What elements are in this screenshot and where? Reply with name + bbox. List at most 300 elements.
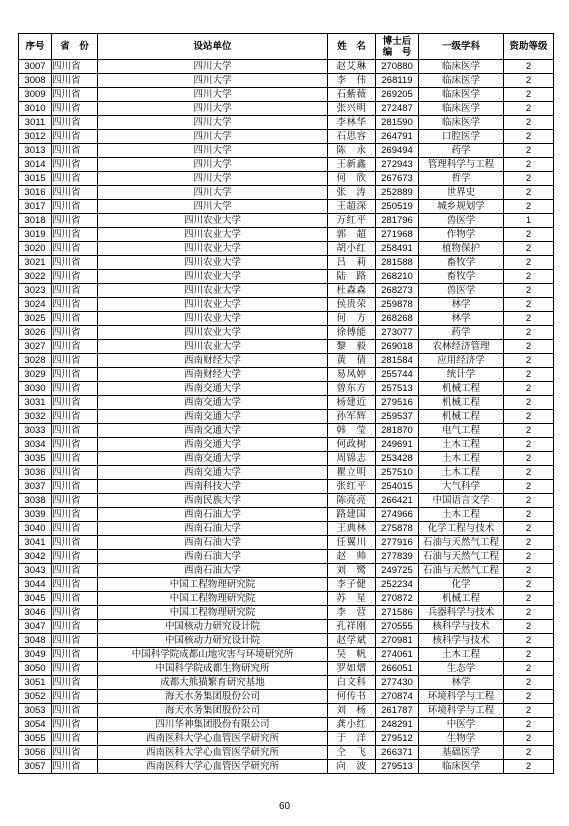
cell-province: 四川省 — [52, 704, 98, 718]
cell-province: 四川省 — [52, 480, 98, 494]
cell-name: 石紫薇 — [328, 88, 376, 102]
cell-funding-level: 2 — [504, 158, 554, 172]
cell-discipline: 药学 — [419, 144, 504, 158]
cell-host-unit: 四川农业大学 — [98, 256, 328, 270]
cell-serial-number: 3007 — [19, 60, 52, 74]
cell-discipline: 临床医学 — [419, 102, 504, 116]
cell-postdoc-number: 272943 — [376, 158, 419, 172]
cell-postdoc-number: 268268 — [376, 312, 419, 326]
table-row — [19, 480, 554, 494]
cell-discipline: 畜牧学 — [419, 256, 504, 270]
cell-host-unit: 海天水务集团股份公司 — [98, 704, 328, 718]
cell-name: 孙军辉 — [328, 410, 376, 424]
cell-serial-number: 3031 — [19, 396, 52, 410]
cell-province: 四川省 — [52, 200, 98, 214]
cell-name: 赵学斌 — [328, 634, 376, 648]
cell-funding-level: 2 — [504, 340, 554, 354]
table-row — [19, 592, 554, 606]
cell-name: 张兴明 — [328, 102, 376, 116]
cell-discipline: 兽医学 — [419, 284, 504, 298]
table-row — [19, 298, 554, 312]
cell-name: 杜森森 — [328, 284, 376, 298]
cell-funding-level: 2 — [504, 60, 554, 74]
cell-postdoc-number: 269205 — [376, 88, 419, 102]
cell-serial-number: 3042 — [19, 550, 52, 564]
cell-name: 于 洋 — [328, 732, 376, 746]
cell-host-unit: 中国工程物理研究院 — [98, 606, 328, 620]
cell-name: 李 营 — [328, 606, 376, 620]
cell-postdoc-number: 254015 — [376, 480, 419, 494]
table-row — [19, 214, 554, 228]
table-row — [19, 564, 554, 578]
cell-serial-number: 3057 — [19, 760, 52, 774]
cell-host-unit: 四川农业大学 — [98, 312, 328, 326]
cell-serial-number: 3010 — [19, 102, 52, 116]
cell-province: 四川省 — [52, 172, 98, 186]
cell-postdoc-number: 250519 — [376, 200, 419, 214]
cell-province: 四川省 — [52, 690, 98, 704]
cell-postdoc-number: 259878 — [376, 298, 419, 312]
cell-name: 龚小红 — [328, 718, 376, 732]
cell-funding-level: 2 — [504, 690, 554, 704]
cell-name: 张红平 — [328, 480, 376, 494]
cell-postdoc-number: 268210 — [376, 270, 419, 284]
cell-province: 四川省 — [52, 186, 98, 200]
cell-discipline: 植物保护 — [419, 242, 504, 256]
cell-funding-level: 2 — [504, 116, 554, 130]
cell-postdoc-number: 275878 — [376, 522, 419, 536]
table-row — [19, 242, 554, 256]
cell-funding-level: 2 — [504, 494, 554, 508]
table-row — [19, 326, 554, 340]
cell-host-unit: 四川农业大学 — [98, 270, 328, 284]
cell-discipline: 环境科学与工程 — [419, 690, 504, 704]
cell-postdoc-number: 270880 — [376, 60, 419, 74]
header-discipline: 一级学科 — [419, 34, 504, 60]
cell-name: 刘 杨 — [328, 704, 376, 718]
cell-host-unit: 西南交通大学 — [98, 438, 328, 452]
cell-funding-level: 2 — [504, 592, 554, 606]
cell-funding-level: 2 — [504, 102, 554, 116]
cell-discipline: 林学 — [419, 312, 504, 326]
table-row — [19, 354, 554, 368]
cell-discipline: 临床医学 — [419, 74, 504, 88]
table-row — [19, 536, 554, 550]
table-row — [19, 396, 554, 410]
cell-serial-number: 3009 — [19, 88, 52, 102]
cell-funding-level: 2 — [504, 508, 554, 522]
cell-discipline: 核科学与技术 — [419, 634, 504, 648]
cell-discipline: 作物学 — [419, 228, 504, 242]
cell-serial-number: 3048 — [19, 634, 52, 648]
cell-serial-number: 3035 — [19, 452, 52, 466]
cell-province: 四川省 — [52, 676, 98, 690]
cell-name: 郭 超 — [328, 228, 376, 242]
table-row — [19, 340, 554, 354]
table-row — [19, 172, 554, 186]
cell-province: 四川省 — [52, 116, 98, 130]
table-row — [19, 60, 554, 74]
cell-postdoc-number: 267673 — [376, 172, 419, 186]
cell-province: 四川省 — [52, 620, 98, 634]
cell-host-unit: 中国工程物理研究院 — [98, 592, 328, 606]
cell-discipline: 农林经济管理 — [419, 340, 504, 354]
cell-funding-level: 2 — [504, 228, 554, 242]
table-row — [19, 732, 554, 746]
cell-postdoc-number: 252889 — [376, 186, 419, 200]
cell-host-unit: 西南石油大学 — [98, 564, 328, 578]
cell-postdoc-number: 277916 — [376, 536, 419, 550]
cell-province: 四川省 — [52, 326, 98, 340]
table-row — [19, 102, 554, 116]
cell-postdoc-number: 281870 — [376, 424, 419, 438]
cell-postdoc-number: 274061 — [376, 648, 419, 662]
cell-host-unit: 四川大学 — [98, 144, 328, 158]
cell-serial-number: 3021 — [19, 256, 52, 270]
cell-host-unit: 西南交通大学 — [98, 452, 328, 466]
cell-province: 四川省 — [52, 550, 98, 564]
cell-funding-level: 2 — [504, 242, 554, 256]
cell-host-unit: 西南医科大学心血管医学研究所 — [98, 760, 328, 774]
cell-discipline: 机械工程 — [419, 410, 504, 424]
header-province: 省 份 — [52, 34, 98, 60]
cell-host-unit: 中国科学院成都生物研究所 — [98, 662, 328, 676]
table-row — [19, 550, 554, 564]
cell-serial-number: 3025 — [19, 312, 52, 326]
cell-funding-level: 2 — [504, 298, 554, 312]
cell-serial-number: 3050 — [19, 662, 52, 676]
cell-discipline: 中国语言文学 — [419, 494, 504, 508]
cell-serial-number: 3018 — [19, 214, 52, 228]
cell-discipline: 大气科学 — [419, 480, 504, 494]
cell-postdoc-number: 281590 — [376, 116, 419, 130]
cell-postdoc-number: 273077 — [376, 326, 419, 340]
cell-host-unit: 四川大学 — [98, 130, 328, 144]
cell-province: 四川省 — [52, 88, 98, 102]
cell-discipline: 核科学与技术 — [419, 620, 504, 634]
table-row — [19, 662, 554, 676]
cell-serial-number: 3055 — [19, 732, 52, 746]
cell-name: 向 波 — [328, 760, 376, 774]
cell-discipline: 机械工程 — [419, 382, 504, 396]
cell-discipline: 兵器科学与技术 — [419, 606, 504, 620]
cell-province: 四川省 — [52, 228, 98, 242]
cell-host-unit: 中国核动力研究设计院 — [98, 620, 328, 634]
cell-funding-level: 2 — [504, 74, 554, 88]
cell-funding-level: 2 — [504, 662, 554, 676]
cell-serial-number: 3034 — [19, 438, 52, 452]
cell-name: 黎 毅 — [328, 340, 376, 354]
cell-name: 路建国 — [328, 508, 376, 522]
cell-host-unit: 四川农业大学 — [98, 214, 328, 228]
cell-postdoc-number: 261787 — [376, 704, 419, 718]
cell-host-unit: 四川农业大学 — [98, 340, 328, 354]
cell-host-unit: 海天水务集团股份公司 — [98, 690, 328, 704]
cell-funding-level: 2 — [504, 382, 554, 396]
cell-funding-level: 2 — [504, 466, 554, 480]
cell-funding-level: 2 — [504, 270, 554, 284]
cell-name: 陆 路 — [328, 270, 376, 284]
cell-funding-level: 2 — [504, 480, 554, 494]
cell-postdoc-number: 270981 — [376, 634, 419, 648]
cell-name: 苏 星 — [328, 592, 376, 606]
cell-host-unit: 四川农业大学 — [98, 298, 328, 312]
cell-serial-number: 3023 — [19, 284, 52, 298]
cell-serial-number: 3027 — [19, 340, 52, 354]
cell-discipline: 土木工程 — [419, 452, 504, 466]
cell-name: 白文科 — [328, 676, 376, 690]
table-row — [19, 634, 554, 648]
table-row — [19, 270, 554, 284]
cell-discipline: 哲学 — [419, 172, 504, 186]
cell-funding-level: 2 — [504, 522, 554, 536]
header-host-unit: 设站单位 — [98, 34, 328, 60]
cell-funding-level: 2 — [504, 438, 554, 452]
cell-serial-number: 3028 — [19, 354, 52, 368]
cell-host-unit: 四川华神集团股份有限公司 — [98, 718, 328, 732]
cell-serial-number: 3047 — [19, 620, 52, 634]
cell-funding-level: 2 — [504, 172, 554, 186]
table-row — [19, 410, 554, 424]
cell-discipline: 电气工程 — [419, 424, 504, 438]
cell-funding-level: 2 — [504, 718, 554, 732]
cell-funding-level: 2 — [504, 536, 554, 550]
cell-serial-number: 3014 — [19, 158, 52, 172]
funding-list-table — [18, 33, 554, 774]
table-row — [19, 676, 554, 690]
cell-province: 四川省 — [52, 396, 98, 410]
table-row — [19, 466, 554, 480]
table-row — [19, 144, 554, 158]
cell-postdoc-number: 270872 — [376, 592, 419, 606]
cell-province: 四川省 — [52, 144, 98, 158]
cell-postdoc-number: 270874 — [376, 690, 419, 704]
table-row — [19, 620, 554, 634]
cell-discipline: 土木工程 — [419, 438, 504, 452]
cell-name: 罗如熠 — [328, 662, 376, 676]
cell-host-unit: 中国科学院成都山地灾害与环境研究所 — [98, 648, 328, 662]
cell-discipline: 城乡规划学 — [419, 200, 504, 214]
cell-host-unit: 四川农业大学 — [98, 242, 328, 256]
cell-discipline: 机械工程 — [419, 592, 504, 606]
cell-funding-level: 2 — [504, 704, 554, 718]
cell-province: 四川省 — [52, 564, 98, 578]
cell-postdoc-number: 266421 — [376, 494, 419, 508]
cell-name: 易凤婷 — [328, 368, 376, 382]
cell-name: 胡小红 — [328, 242, 376, 256]
cell-postdoc-number: 279516 — [376, 396, 419, 410]
cell-serial-number: 3020 — [19, 242, 52, 256]
cell-name: 王典林 — [328, 522, 376, 536]
cell-province: 四川省 — [52, 368, 98, 382]
cell-host-unit: 西南石油大学 — [98, 550, 328, 564]
cell-province: 四川省 — [52, 760, 98, 774]
cell-name: 何政树 — [328, 438, 376, 452]
cell-host-unit: 四川大学 — [98, 158, 328, 172]
table-row — [19, 606, 554, 620]
cell-postdoc-number: 268273 — [376, 284, 419, 298]
cell-host-unit: 四川农业大学 — [98, 326, 328, 340]
cell-funding-level: 1 — [504, 214, 554, 228]
cell-serial-number: 3019 — [19, 228, 52, 242]
cell-province: 四川省 — [52, 494, 98, 508]
cell-discipline: 临床医学 — [419, 88, 504, 102]
cell-funding-level: 2 — [504, 648, 554, 662]
cell-funding-level: 2 — [504, 578, 554, 592]
cell-discipline: 林学 — [419, 298, 504, 312]
cell-postdoc-number: 272487 — [376, 102, 419, 116]
cell-name: 何 方 — [328, 312, 376, 326]
cell-province: 四川省 — [52, 578, 98, 592]
cell-discipline: 管理科学与工程 — [419, 158, 504, 172]
cell-funding-level: 2 — [504, 746, 554, 760]
cell-funding-level: 2 — [504, 186, 554, 200]
cell-name: 刘 鹭 — [328, 564, 376, 578]
cell-serial-number: 3036 — [19, 466, 52, 480]
cell-host-unit: 四川大学 — [98, 60, 328, 74]
cell-province: 四川省 — [52, 536, 98, 550]
cell-host-unit: 西南科技大学 — [98, 480, 328, 494]
table-row — [19, 718, 554, 732]
cell-host-unit: 西南财经大学 — [98, 368, 328, 382]
table-row — [19, 438, 554, 452]
header-postdoc-number-line1: 博士后 — [382, 35, 412, 47]
cell-postdoc-number: 255744 — [376, 368, 419, 382]
cell-province: 四川省 — [52, 522, 98, 536]
cell-host-unit: 中国工程物理研究院 — [98, 578, 328, 592]
cell-funding-level: 2 — [504, 564, 554, 578]
cell-postdoc-number: 257513 — [376, 382, 419, 396]
cell-discipline: 林学 — [419, 676, 504, 690]
cell-province: 四川省 — [52, 298, 98, 312]
cell-name: 王新鑫 — [328, 158, 376, 172]
cell-serial-number: 3012 — [19, 130, 52, 144]
cell-province: 四川省 — [52, 606, 98, 620]
header-name: 姓 名 — [328, 34, 376, 60]
cell-funding-level: 2 — [504, 200, 554, 214]
cell-name: 吴 帆 — [328, 648, 376, 662]
cell-province: 四川省 — [52, 732, 98, 746]
cell-province: 四川省 — [52, 312, 98, 326]
cell-host-unit: 四川大学 — [98, 172, 328, 186]
cell-name: 陈 永 — [328, 144, 376, 158]
cell-serial-number: 3039 — [19, 508, 52, 522]
cell-discipline: 应用经济学 — [419, 354, 504, 368]
cell-discipline: 统计学 — [419, 368, 504, 382]
cell-host-unit: 四川大学 — [98, 116, 328, 130]
cell-discipline: 兽医学 — [419, 214, 504, 228]
cell-funding-level: 2 — [504, 676, 554, 690]
cell-serial-number: 3022 — [19, 270, 52, 284]
cell-serial-number: 3038 — [19, 494, 52, 508]
cell-province: 四川省 — [52, 354, 98, 368]
table-row — [19, 704, 554, 718]
cell-province: 四川省 — [52, 256, 98, 270]
cell-serial-number: 3026 — [19, 326, 52, 340]
cell-funding-level: 2 — [504, 634, 554, 648]
cell-serial-number: 3053 — [19, 704, 52, 718]
cell-funding-level: 2 — [504, 88, 554, 102]
cell-discipline: 化学 — [419, 578, 504, 592]
cell-serial-number: 3054 — [19, 718, 52, 732]
cell-serial-number: 3040 — [19, 522, 52, 536]
cell-host-unit: 西南医科大学心血管医学研究所 — [98, 732, 328, 746]
cell-name: 黄 倩 — [328, 354, 376, 368]
cell-discipline: 石油与天然气工程 — [419, 550, 504, 564]
cell-funding-level: 2 — [504, 396, 554, 410]
cell-postdoc-number: 268119 — [376, 74, 419, 88]
cell-postdoc-number: 277839 — [376, 550, 419, 564]
cell-serial-number: 3013 — [19, 144, 52, 158]
table-row — [19, 424, 554, 438]
cell-province: 四川省 — [52, 746, 98, 760]
cell-postdoc-number: 274966 — [376, 508, 419, 522]
header-postdoc-number-line2: 编 号 — [382, 46, 412, 58]
cell-province: 四川省 — [52, 452, 98, 466]
cell-discipline: 基础医学 — [419, 746, 504, 760]
cell-host-unit: 西南民族大学 — [98, 494, 328, 508]
cell-province: 四川省 — [52, 130, 98, 144]
cell-province: 四川省 — [52, 718, 98, 732]
cell-name: 李子健 — [328, 578, 376, 592]
cell-serial-number: 3029 — [19, 368, 52, 382]
table-row — [19, 88, 554, 102]
cell-name: 仝 飞 — [328, 746, 376, 760]
table-row — [19, 452, 554, 466]
header-postdoc-number — [376, 34, 419, 60]
cell-host-unit: 四川大学 — [98, 186, 328, 200]
cell-name: 赵 帅 — [328, 550, 376, 564]
cell-name: 石思容 — [328, 130, 376, 144]
cell-province: 四川省 — [52, 634, 98, 648]
cell-host-unit: 中国核动力研究设计院 — [98, 634, 328, 648]
cell-discipline: 土木工程 — [419, 648, 504, 662]
cell-name: 瞿立明 — [328, 466, 376, 480]
cell-postdoc-number: 249691 — [376, 438, 419, 452]
cell-postdoc-number: 279513 — [376, 760, 419, 774]
table-row — [19, 130, 554, 144]
cell-discipline: 化学工程与技术 — [419, 522, 504, 536]
cell-province: 四川省 — [52, 466, 98, 480]
cell-name: 任翼川 — [328, 536, 376, 550]
cell-host-unit: 西南财经大学 — [98, 354, 328, 368]
cell-name: 陈亮亮 — [328, 494, 376, 508]
cell-discipline: 世界史 — [419, 186, 504, 200]
cell-serial-number: 3043 — [19, 564, 52, 578]
cell-postdoc-number: 269494 — [376, 144, 419, 158]
cell-postdoc-number: 258491 — [376, 242, 419, 256]
cell-name: 何传书 — [328, 690, 376, 704]
cell-discipline: 土木工程 — [419, 466, 504, 480]
cell-discipline: 环境科学与工程 — [419, 704, 504, 718]
cell-funding-level: 2 — [504, 284, 554, 298]
cell-postdoc-number: 264791 — [376, 130, 419, 144]
cell-name: 李林华 — [328, 116, 376, 130]
cell-host-unit: 四川大学 — [98, 88, 328, 102]
page-number: 60 — [278, 801, 291, 812]
cell-name: 赵艾琳 — [328, 60, 376, 74]
table-row — [19, 228, 554, 242]
table-row — [19, 760, 554, 774]
cell-host-unit: 四川大学 — [98, 102, 328, 116]
table-row — [19, 200, 554, 214]
cell-province: 四川省 — [52, 424, 98, 438]
cell-postdoc-number: 248291 — [376, 718, 419, 732]
cell-host-unit: 西南交通大学 — [98, 466, 328, 480]
cell-serial-number: 3049 — [19, 648, 52, 662]
table-row — [19, 522, 554, 536]
cell-postdoc-number: 252234 — [376, 578, 419, 592]
